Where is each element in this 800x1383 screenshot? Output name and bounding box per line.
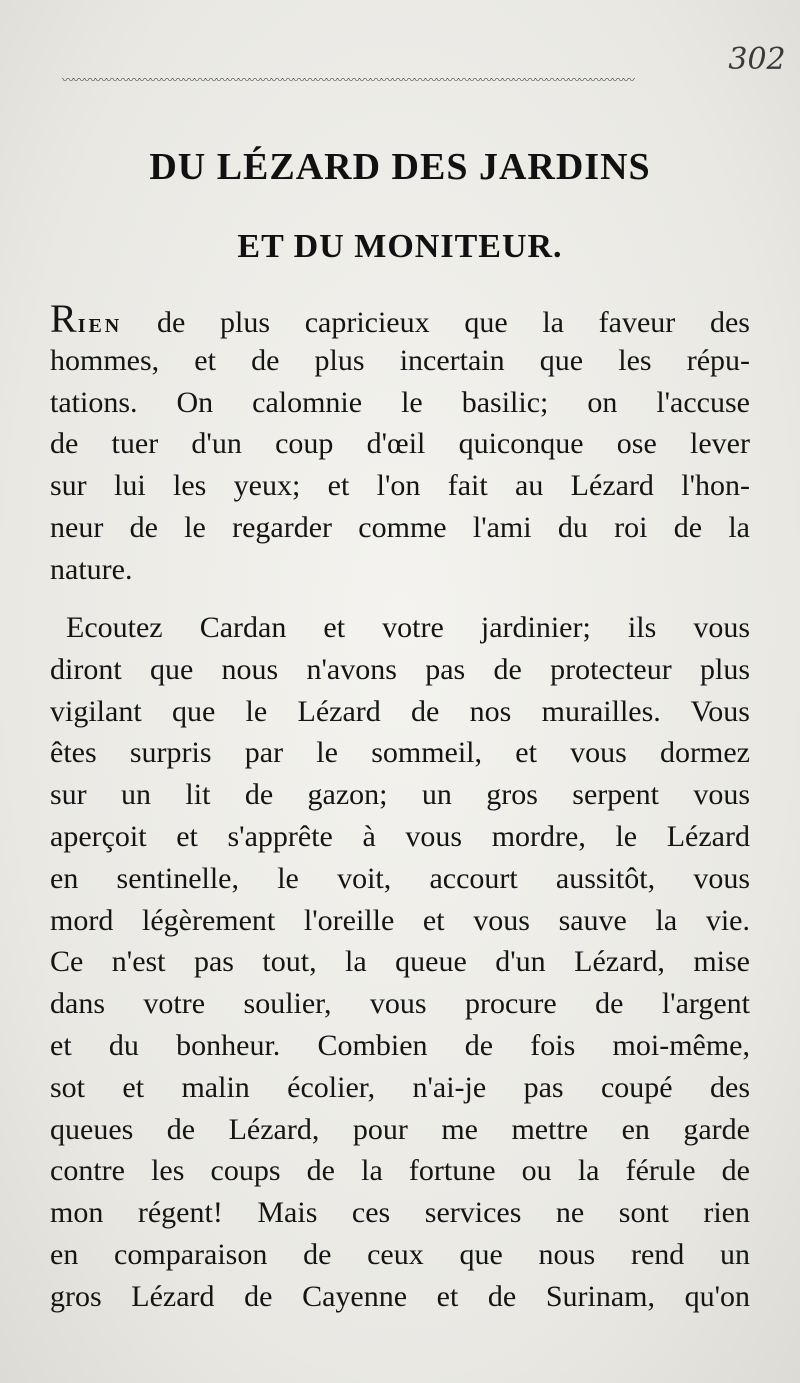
text-line: dans votre soulier, vous procure de l'argent <box>50 987 750 1021</box>
text-line: de tuer d'un coup d'œil quiconque ose lever <box>50 427 750 461</box>
first-line-text: de plus capricieux que la faveur des <box>122 306 750 339</box>
text-line: sur lui les yeux; et l'on fait au Lézard l'hon- <box>50 469 750 503</box>
text-line: en sentinelle, le voit, accourt aussitôt, vous <box>50 861 750 895</box>
paragraph-2 <box>50 607 750 1318</box>
text-line: aperçoit et s'apprête à vous mordre, le Lézard <box>50 819 750 853</box>
small-caps-word: IEN <box>77 315 123 337</box>
text-line: queues de Lézard, pour me mettre en garde <box>50 1112 750 1146</box>
page-number: 302 <box>728 42 786 77</box>
text-line: tations. On calomnie le basilic; on l'accuse <box>50 385 750 419</box>
text-line: gros Lézard de Cayenne et de Surinam, qu'on <box>50 1279 750 1313</box>
text-line: en comparaison de ceux que nous rend un <box>50 1237 750 1271</box>
drop-cap: R <box>50 296 78 341</box>
text-line: sot et malin écolier, n'ai-je pas coupé des <box>50 1070 750 1104</box>
text-line: et du bonheur. Combien de fois moi-même, <box>50 1028 750 1062</box>
text-line: Ce n'est pas tout, la queue d'un Lézard, mise <box>50 945 750 979</box>
header-ornament-rule: 〰〰〰〰〰〰〰〰〰〰〰〰〰〰〰〰〰〰〰〰〰〰〰〰〰〰〰〰〰〰〰〰〰〰〰〰〰〰〰〰〰〰〰〰〰〰〰〰〰〰〰〰 <box>62 74 635 86</box>
text-line: hommes, et de plus incertain que les répu- <box>50 343 750 377</box>
text-line: diront que nous n'avons pas de protecteur plus <box>50 652 750 686</box>
paragraph-1-first-line <box>50 298 750 340</box>
text-line: sur un lit de gazon; un gros serpent vous <box>50 778 750 812</box>
text-line: contre les coups de la fortune ou la férule de <box>50 1154 750 1188</box>
chapter-title-line-2: ET DU MONITEUR. <box>237 228 563 265</box>
text-line: mord légèrement l'oreille et vous sauve la vie. <box>50 903 750 937</box>
text-line: mon régent! Mais ces services ne sont rien <box>50 1196 750 1230</box>
text-line: êtes surpris par le sommeil, et vous dormez <box>50 736 750 770</box>
text-line: vigilant que le Lézard de nos murailles. Vous <box>50 694 750 728</box>
text-line: neur de le regarder comme l'ami du roi de la <box>50 510 750 544</box>
paragraph-1 <box>50 298 750 591</box>
chapter-title-line-1: DU LÉZARD DES JARDINS <box>149 146 651 188</box>
text-line: Ecoutez Cardan et votre jardinier; ils vous <box>66 611 750 644</box>
text-line: nature. <box>50 552 133 586</box>
